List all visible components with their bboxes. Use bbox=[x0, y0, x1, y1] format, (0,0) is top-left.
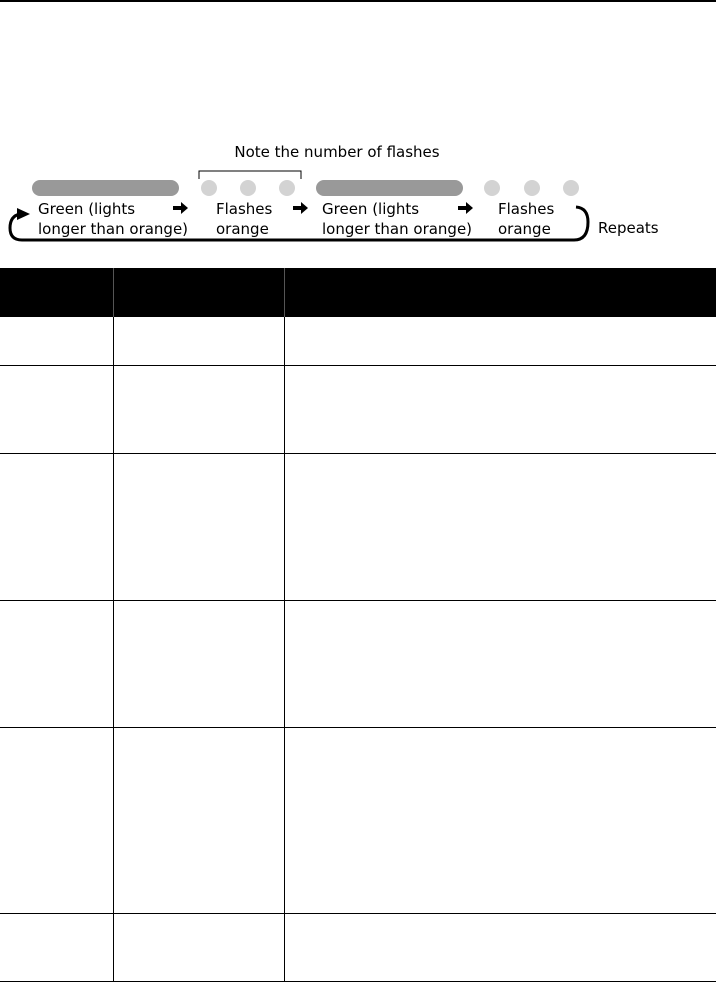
table-row bbox=[0, 600, 716, 727]
table-cell bbox=[113, 317, 284, 365]
flash-dot bbox=[563, 180, 579, 196]
table-cell bbox=[0, 317, 113, 365]
note-label: Note the number of flashes bbox=[234, 143, 440, 161]
table-header-row bbox=[0, 268, 716, 317]
repeats-label: Repeats bbox=[598, 219, 659, 237]
repeat-arrow-icon bbox=[17, 208, 30, 220]
flash-dot bbox=[201, 180, 217, 196]
table-cell bbox=[113, 600, 284, 727]
note-bracket bbox=[199, 171, 301, 179]
error-code-table bbox=[0, 268, 716, 982]
table-header-cell bbox=[284, 268, 716, 317]
table-cell bbox=[284, 913, 716, 981]
flash-dot bbox=[279, 180, 295, 196]
table-cell bbox=[0, 913, 113, 981]
table-row bbox=[0, 727, 716, 913]
table-cell bbox=[0, 453, 113, 600]
arrow-right-icon bbox=[458, 202, 473, 214]
arrow-right-icon bbox=[173, 202, 188, 214]
flash-sequence-diagram bbox=[0, 130, 716, 250]
arrow-right-icon bbox=[293, 202, 308, 214]
table-header-cell bbox=[0, 268, 113, 317]
table-cell bbox=[284, 317, 716, 365]
table-row bbox=[0, 365, 716, 453]
sequence-step-2-line1: Flashes bbox=[216, 200, 273, 218]
table-row bbox=[0, 317, 716, 365]
table-cell bbox=[113, 727, 284, 913]
table-cell bbox=[284, 453, 716, 600]
table-cell bbox=[113, 913, 284, 981]
flash-dot bbox=[484, 180, 500, 196]
table-row bbox=[0, 453, 716, 600]
green-bar-1 bbox=[32, 180, 179, 196]
sequence-step-3-line2: longer than orange) bbox=[322, 220, 473, 238]
table-cell bbox=[113, 453, 284, 600]
sequence-step-3-line1: Green (lights bbox=[322, 200, 420, 218]
table-cell bbox=[284, 600, 716, 727]
sequence-step-1-line1: Green (lights bbox=[38, 200, 136, 218]
top-rule bbox=[0, 0, 716, 2]
table-cell bbox=[284, 365, 716, 453]
table-cell bbox=[0, 365, 113, 453]
flash-dot bbox=[240, 180, 256, 196]
table-cell bbox=[0, 600, 113, 727]
table-cell bbox=[113, 365, 284, 453]
table-cell bbox=[284, 727, 716, 913]
green-bar-2 bbox=[316, 180, 463, 196]
sequence-step-4-line1: Flashes bbox=[498, 200, 555, 218]
table-header-cell bbox=[113, 268, 284, 317]
flash-dot bbox=[524, 180, 540, 196]
sequence-step-2-line2: orange bbox=[216, 220, 269, 238]
sequence-step-1-line2: longer than orange) bbox=[38, 220, 189, 238]
sequence-step-4-line2: orange bbox=[498, 220, 551, 238]
table-row bbox=[0, 913, 716, 981]
table-cell bbox=[0, 727, 113, 913]
